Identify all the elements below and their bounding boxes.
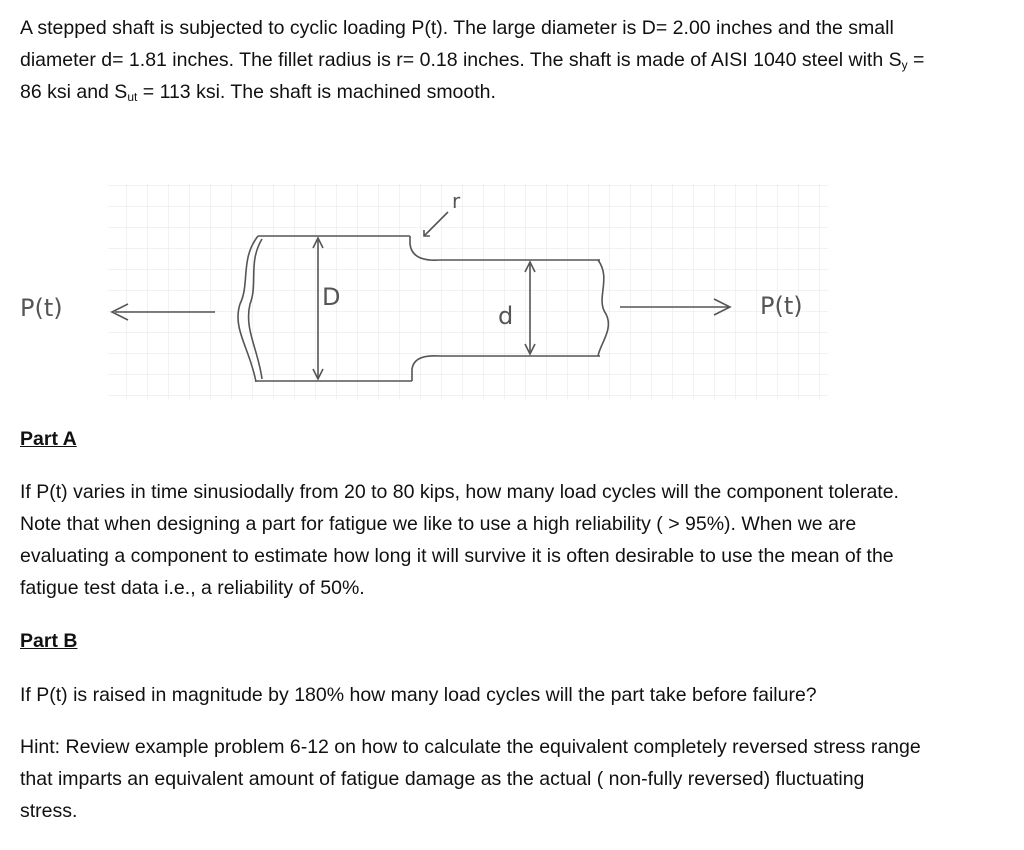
part-a-line-4: fatigue test data i.e., a reliability of 50%. [20,577,365,599]
intro-line-1 [20,12,1010,44]
part-b-question-text: If P(t) is raised in magnitude by 180% how many load cycles will the part take before failure? [20,684,817,706]
sy-subscript: y [901,58,908,72]
intro-line-3 [20,76,1010,108]
intro-text-a: A stepped shaft is subjected to cyclic loading P(t). The large diameter is D= 2.00 inches and the small [20,17,894,39]
left-load-label: P(t) [20,294,63,322]
r-label: r [452,189,461,213]
intro-text-d: 86 ksi and S [20,81,128,103]
intro-text-b: diameter d= 1.81 inches. The fillet radius is r= 0.18 inches. The shaft is made of AISI 1040 steel with S [20,49,902,71]
shaft-sketch [0,164,1024,414]
part-a-body [20,476,1010,604]
d-label: d [498,302,514,330]
part-a-line-2: Note that when designing a part for fatigue we like to use a high reliability ( > 95%). When we are [20,513,857,535]
part-b-question [20,679,1010,711]
part-a-heading: Part A [20,428,77,450]
part-a-line-3: evaluating a component to estimate how long it will survive it is often desirable to use the mean of the [20,545,894,567]
problem-statement [20,12,1010,108]
sut-subscript: ut [127,90,138,104]
graph-paper-grid [108,184,828,399]
intro-text-e: = 113 ksi. The shaft is machined smooth. [137,81,496,103]
intro-line-2 [20,44,1010,76]
part-b-hint [20,731,1010,827]
hint-line-3: stress. [20,800,78,822]
part-a-line-1: If P(t) varies in time sinusiodally from 20 to 80 kips, how many load cycles will the component tolerate. [20,481,899,503]
intro-text-c: = [907,49,925,71]
part-b-heading: Part B [20,630,78,652]
shaft-sketch-svg [0,164,1024,414]
hint-line-2: that imparts an equivalent amount of fatigue damage as the actual ( non-fully reversed) fluctuating [20,768,865,790]
D-label: D [322,283,341,311]
right-load-label: P(t) [760,292,803,320]
hint-line-1: Hint: Review example problem 6-12 on how to calculate the equivalent completely reversed stress range [20,736,921,758]
